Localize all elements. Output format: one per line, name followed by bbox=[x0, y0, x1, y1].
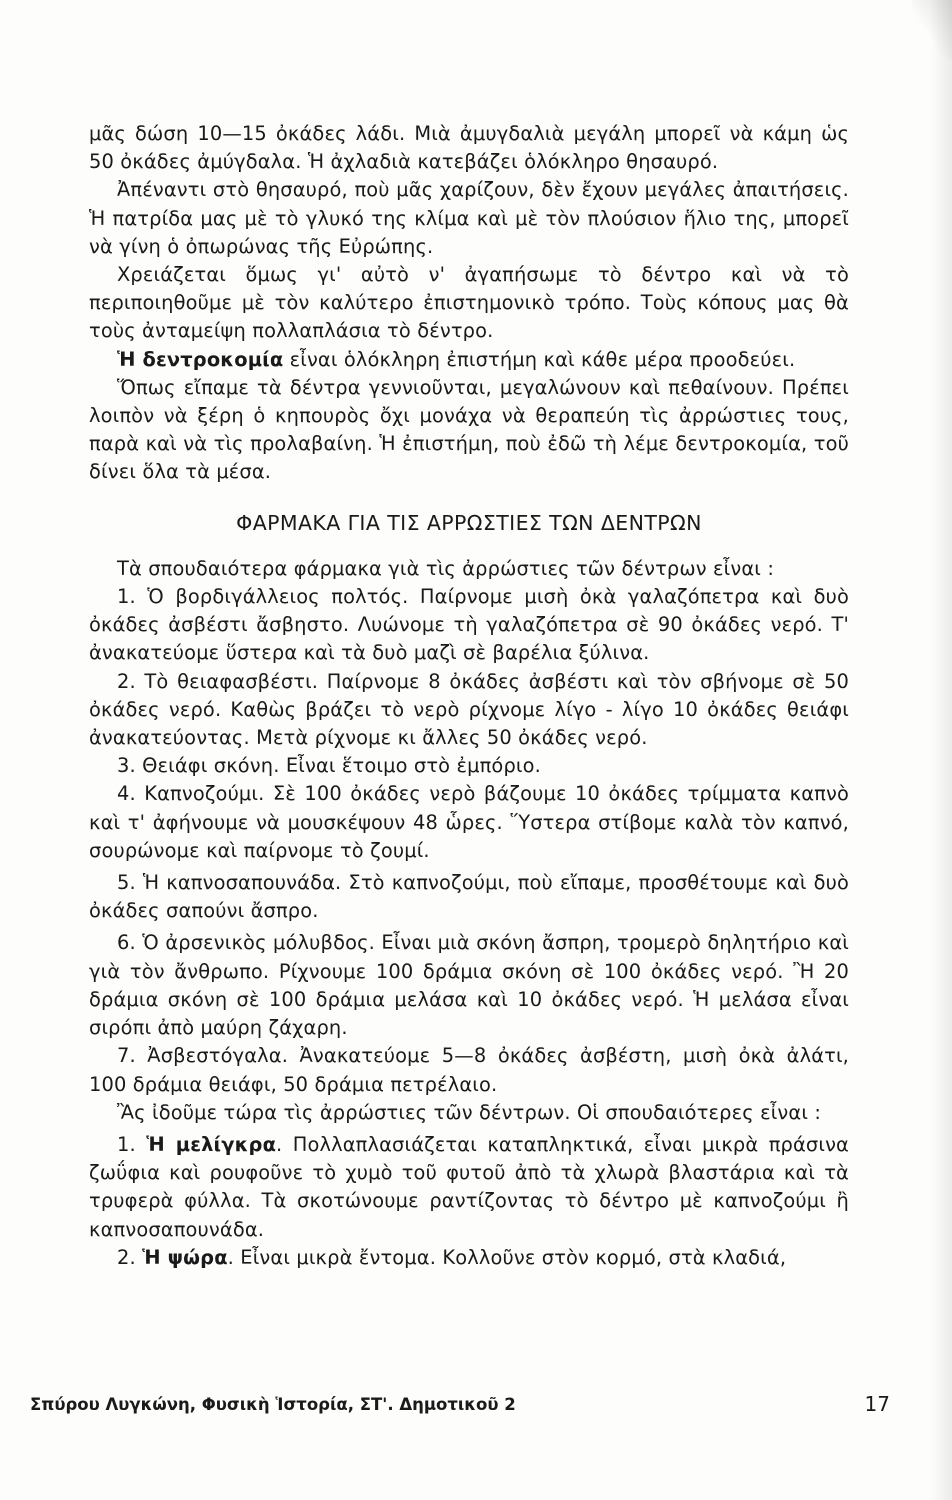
remedy-item: 4. Καπνοζούμι. Σὲ 100 ὀκάδες νερὸ βάζουμε 10 ὀκάδες τρίμματα καπνὸ καὶ τ' ἀφήνουμε νὰ μουσκέψουν 48 ὧρες. Ὕστερα στίβομε καλὰ τὸν καπνό, σουρώνομε καὶ παίρνομε τὸ ζουμί. bbox=[89, 782, 849, 862]
disease-description: . Εἶναι μικρὰ ἔντομα. Κολλοῦνε στὸν κορμό, στὰ κλαδιά, bbox=[227, 1245, 787, 1269]
page-footer bbox=[30, 1392, 890, 1425]
disease-item bbox=[89, 1244, 849, 1272]
section-heading: ΦΑΡΜΑΚΑ ΓΙΑ ΤΙΣ ΑΡΡΩΣΤΙΕΣ ΤΩΝ ΔΕΝΤΡΩΝ bbox=[236, 510, 702, 535]
diseases-intro: Ἂς ἰδοῦμε τώρα τὶς ἀρρώστιες τῶν δέντρων. Οἱ σπουδαιότερες εἶναι : bbox=[117, 1100, 822, 1124]
paragraph-care: Χρειάζεται ὅμως γι' αὐτὸ ν' ἀγαπήσωμε τὸ δέντρο καὶ νὰ τὸ περιποιηθοῦμε μὲ τὸν καλύτερο ἐπιστημονικὸ τρόπο. Τοὺς κόπους μας θὰ τοὺς ἀνταμείψη πολλαπλάσια τὸ δέντρο. bbox=[89, 263, 849, 343]
term-arboriculture: Ἡ δεντροκομία bbox=[117, 347, 284, 371]
remedy-item: 1. Ὁ βορδιγάλλειος πολτός. Παίρνομε μισὴ ὀκὰ γαλαζόπετρα καὶ δυὸ ὀκάδες ἀσβέστι ἄσβηστο. Λυώνομε τὴ γαλαζόπετρα σὲ 90 ὀκάδες νερό. Τ' ἀνακατεύομε ὕστερα καὶ τὰ δυὸ μαζὶ σὲ βαρέλια ξύλινα. bbox=[89, 585, 849, 665]
page-body bbox=[89, 120, 849, 1272]
disease-name: Ἡ ψώρα bbox=[142, 1245, 228, 1269]
paragraph-oil-almonds: μᾶς δώση 10—15 ὀκάδες λάδι. Μιὰ ἀμυγδαλιὰ μεγάλη μπορεῖ νὰ κάμη ὡς 50 ὀκάδες ἀμύγδαλα. Ἡ ἀχλαδιὰ κατεβάζει ὁλόκληρο θησαυρό. bbox=[89, 122, 849, 174]
remedy-item: 2. Τὸ θειαφασβέστι. Παίρνομε 8 ὀκάδες ἀσβέστι καὶ τὸν σβήνομε σὲ 50 ὀκάδες νερό. Καθὼς βράζει τὸ νερὸ ρίχνομε λίγο - λίγο 10 ὀκάδες θειάφι ἀνακατεύοντας. Μετὰ ρίχνομε κι ἄλλες 50 ὀκάδες νερό. bbox=[89, 669, 849, 750]
remedies-intro: Τὰ σπουδαιότερα φάρμακα γιὰ τὶς ἀρρώστιες τῶν δέντρων εἶναι : bbox=[117, 556, 775, 580]
book-reference: Σπύρου Λυγκώνη, Φυσικὴ Ἱστορία, ΣΤ'. Δημοτικοῦ 2 bbox=[30, 1395, 516, 1414]
disease-name: Ἡ μελίγκρα bbox=[146, 1132, 277, 1156]
disease-item bbox=[89, 1131, 849, 1244]
page-number: 17 bbox=[864, 1392, 890, 1416]
paragraph-treasure: Ἀπέναντι στὸ θησαυρό, ποὺ μᾶς χαρίζουν, δὲν ἔχουν μεγάλες ἀπαιτήσεις. Ἡ πατρίδα μας μὲ τὸ γλυκό της κλίμα καὶ μὲ τὸν πλούσιον ἥλιο της, μπορεῖ νὰ γίνη ὁ ὀπωρώνας τῆς Εὐρώπης. bbox=[89, 178, 849, 258]
remedy-item: 6. Ὁ ἀρσενικὸς μόλυβδος. Εἶναι μιὰ σκόνη ἄσπρη, τρομερὸ δηλητήριο καὶ γιὰ τὸν ἄνθρωπο. Ρίχνουμε 100 δράμια σκόνη σὲ 100 ὀκάδες νερό. Ἢ 20 δράμια σκόνη σὲ 100 δράμια μελάσα καὶ 10 ὀκάδες νερό. Ἡ μελάσα εἶναι σιρόπι ἀπὸ μαύρη ζάχαρη. bbox=[89, 931, 849, 1040]
page-corner-shadow bbox=[912, 0, 952, 60]
remedy-item: 5. Ἡ καπνοσαπουνάδα. Στὸ καπνοζούμι, ποὺ εἴπαμε, προσθέτουμε καὶ δυὸ ὀκάδες σαπούνι ἄσπρο. bbox=[89, 871, 849, 923]
disease-description: . Πολλαπλασιάζεται καταπληκτικά, εἶναι μικρὰ πράσινα ζωΰφια καὶ ρουφοῦνε τὸ χυμὸ τοῦ φυτοῦ ἀπὸ τὰ χλωρὰ βλαστάρια καὶ τὰ τρυφερὰ φύλλα. Τὰ σκοτώνουμε ραντίζοντας τὸ δέντρο μὲ καπνοζούμι ἢ καπνοσαπουνάδα. bbox=[89, 1132, 849, 1241]
remedy-item: 3. Θειάφι σκόνη. Εἶναι ἕτοιμο στὸ ἐμπόριο. bbox=[117, 754, 541, 778]
page-edge-shadow bbox=[930, 0, 952, 1500]
paragraph-arboriculture bbox=[89, 346, 849, 374]
disease-number: 2. bbox=[117, 1245, 143, 1269]
paragraph-trees-life: Ὅπως εἴπαμε τὰ δέντρα γεννιοῦνται, μεγαλώνουν καὶ πεθαίνουν. Πρέπει λοιπὸν νὰ ξέρη ὁ κηπουρὸς ὄχι μονάχα νὰ θεραπεύη τὶς ἀρρώστιες τους, παρὰ καὶ νὰ τὶς προλαβαίνη. Ἡ ἐπιστήμη, ποὺ ἐδῶ τὴ λέμε δεντροκομία, τοῦ δίνει ὅλα τὰ μέσα. bbox=[89, 375, 849, 484]
disease-number: 1. bbox=[117, 1132, 147, 1156]
remedy-item: 7. Ἀσβεστόγαλα. Ἀνακατεύομε 5—8 ὀκάδες ἀσβέστη, μισὴ ὀκὰ ἀλάτι, 100 δράμια θειάφι, 50 δράμια πετρέλαιο. bbox=[89, 1044, 849, 1096]
paragraph-arboriculture-text: εἶναι ὁλόκληρη ἐπιστήμη καὶ κάθε μέρα προοδεύει. bbox=[283, 347, 796, 371]
